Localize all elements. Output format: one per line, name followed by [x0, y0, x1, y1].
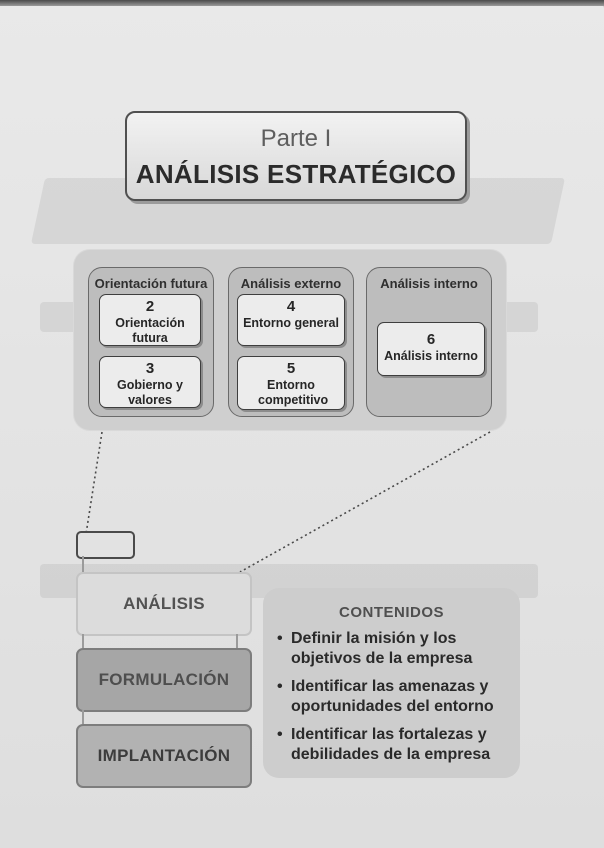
column-title: Orientación futura: [94, 276, 208, 291]
contents-title: CONTENIDOS: [338, 604, 444, 621]
stage-connector: [82, 710, 84, 724]
stage-implantacion: IMPLANTACIÓN: [76, 724, 252, 788]
chapter-label: Entorno general: [243, 316, 339, 330]
chapter-label: Orientación futura: [115, 316, 185, 345]
chapter-label: Entorno competitivo: [258, 378, 329, 407]
chapter-number: 5: [286, 360, 296, 377]
chapter-number: 4: [286, 298, 296, 315]
analysis-tab-marker: [76, 531, 135, 559]
chapter-number: 3: [145, 360, 155, 377]
column-title: Análisis interno: [380, 276, 478, 291]
chapter-label: Gobierno y valores: [117, 378, 183, 407]
contents-list: [277, 629, 515, 773]
contents-item: • Identificar las fortalezas y debilidades de la empresa: [277, 725, 515, 765]
contents-item: • Identificar las amenazas y oportunidades del entorno: [277, 677, 515, 717]
column-title: Análisis externo: [240, 276, 342, 291]
part-title: ANÁLISIS ESTRATÉGICO: [135, 159, 457, 189]
chapter-number: 2: [145, 298, 155, 315]
part-number: Parte I: [260, 125, 332, 152]
stage-formulacion: FORMULACIÓN: [76, 648, 252, 712]
stage-connector: [236, 634, 238, 648]
contents-panel: [263, 588, 520, 778]
stage-connector: [82, 634, 84, 648]
dotted-connector-right: [240, 432, 490, 572]
stage-connector: [82, 556, 84, 572]
stage-analisis: ANÁLISIS: [76, 572, 252, 636]
chapter-label: Análisis interno: [384, 349, 478, 363]
chapter-number: 6: [426, 331, 436, 348]
contents-item: • Definir la misión y los objetivos de la empresa: [277, 629, 515, 669]
dotted-connector-left: [86, 432, 102, 534]
